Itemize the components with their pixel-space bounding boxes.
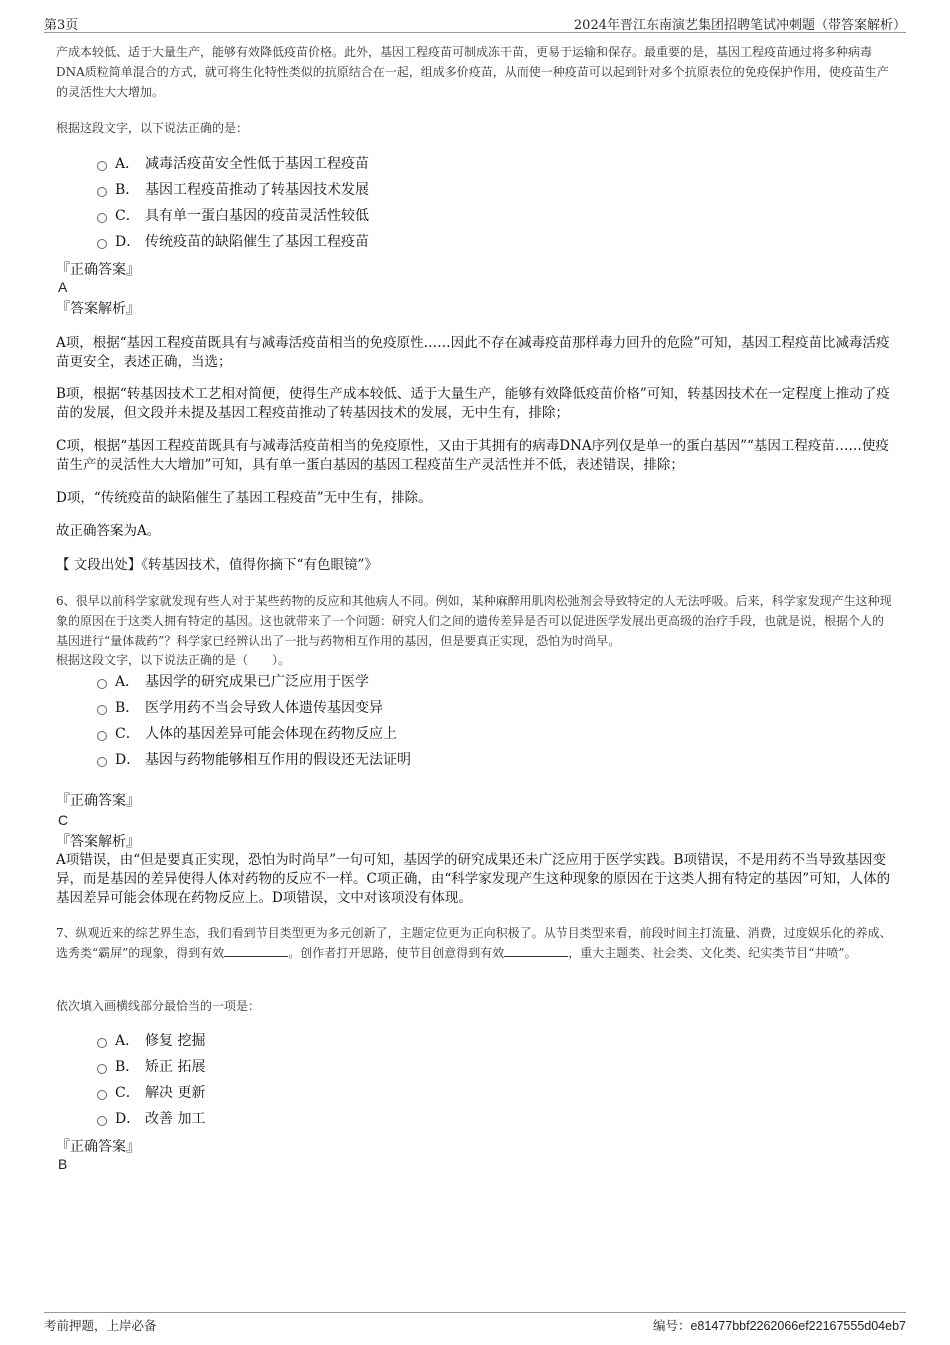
page-number: 第3页 [44,18,79,33]
q6-stem: 6、很早以前科学家就发现有些人对于某些药物的反应和其他病人不同。例如，某种麻醉用肌肉松弛剂会导致特定的人无法呼吸。后来，科学家发现产生这种现象的原因在于这类人拥有特定的基因。这也就带来了一个问题：研究人们之间的遗传差异是否可以促进医学发展出更高级的治疗手段，也就是说，根据个人的基因进行“量体裁药”？科学家已经辨认出了一批与药物相互作用的基因，但是要真正实现，恐怕为时尚早。 [56,594,892,648]
q5-analysis-label: 『答案解析』 [56,301,140,317]
q7-prompt: 依次填入画横线部分最恰当的一项是： [56,999,261,1013]
q6-analysis-label: 『答案解析』 [56,834,140,850]
q7-answer: B [58,1156,68,1172]
q5-passage: 产成本较低、适于大量生产，能够有效降低疫苗价格。此外，基因工程疫苗可制成冻干苗，更易于运输和保存。最重要的是，基因工程疫苗通过将多种病毒DNA质粒简单混合的方式，就可将生化特性类似的抗原结合在一起，组成多价疫苗，从而使一种疫苗可以起到针对多个抗原表位的免疫保护作用，使疫苗生产的灵活性大大增加。 [56,45,889,99]
radio-icon[interactable] [97,705,107,715]
q5-analysis-d: D项，“传统疫苗的缺陷催生了基因工程疫苗”无中生有，排除。 [56,490,432,506]
q6-analysis: A项错误，由“但是要真正实现，恐怕为时尚早”一句可知，基因学的研究成果还未广泛应用于医学实践。B项错误，不是用药不当导致基因变异，而是基因的差异使得人体对药物的反应不一样。C项正确，由“科学家发现产生这种现象的原因在于这类人拥有特定的基因”可知，人体的基因差异可能会体现在药物反应上。D项错误，文中对该项没有体现。 [56,852,891,906]
q7-stem: 7、纵观近来的综艺界生态，我们看到节目类型更为多元创新了，主题定位更为正向积极了。从节目类型来看，前段时间主打流量、消费，过度娱乐化的养成、选秀类“霸屏”的现象，得到有效 。创作者打开思路，使节目创意得到有效 ，重大主题类、社会类、文化类、纪实类节目“井喷”。 [56,926,892,960]
q6-answer-label: 『正确答案』 [56,793,140,809]
radio-icon[interactable] [97,187,107,197]
q7-option-c[interactable]: C． 解决 更新 [97,1083,205,1103]
q6-option-d[interactable]: D． 基因与药物能够相互作用的假设还无法证明 [97,750,411,770]
radio-icon[interactable] [97,1090,107,1100]
q7-option-a[interactable]: A． 修复 挖掘 [97,1031,205,1051]
q7-answer-label: 『正确答案』 [56,1139,140,1155]
q5-analysis-b: B项，根据“转基因技术工艺相对简便，使得生产成本较低、适于大量生产，能够有效降低疫苗价格”可知，转基因技术在一定程度上推动了疫苗的发展，但文段并未提及基因工程疫苗推动了转基因技术的发展，无中生有，排除； [56,386,890,421]
radio-icon[interactable] [97,1064,107,1074]
radio-icon[interactable] [97,213,107,223]
q7-option-b[interactable]: B． 矫正 拓展 [97,1057,205,1077]
q5-conclusion: 故正确答案为A。 [56,523,161,539]
fill-blank-1[interactable] [224,944,288,957]
q5-option-d[interactable]: D． 传统疫苗的缺陷催生了基因工程疫苗 [97,232,369,252]
q5-option-c[interactable]: C． 具有单一蛋白基因的疫苗灵活性较低 [97,206,369,226]
q5-answer-label: 『正确答案』 [56,262,140,278]
document-code: 编号：e81477bbf2262066ef22167555d04eb7 [652,1318,906,1333]
q6-option-a[interactable]: A． 基因学的研究成果已广泛应用于医学 [97,672,369,692]
radio-icon[interactable] [97,731,107,741]
page-header [44,14,906,33]
page-footer [44,1312,906,1333]
q5-analysis-a: A项，根据“基因工程疫苗既具有与减毒活疫苗相当的免疫原性……因此不存在减毒疫苗那样毒力回升的危险”可知，基因工程疫苗比减毒活疫苗更安全，表述正确，当选； [56,335,890,370]
q5-option-a[interactable]: A． 减毒活疫苗安全性低于基因工程疫苗 [97,154,369,174]
q5-option-b[interactable]: B． 基因工程疫苗推动了转基因技术发展 [97,180,369,200]
q6-answer: C [58,812,69,828]
q6-option-c[interactable]: C． 人体的基因差异可能会体现在药物反应上 [97,724,397,744]
radio-icon[interactable] [97,1116,107,1126]
q6-option-b[interactable]: B． 医学用药不当会导致人体遗传基因变异 [97,698,383,718]
q7-option-d[interactable]: D． 改善 加工 [97,1109,205,1129]
radio-icon[interactable] [97,1038,107,1048]
q5-answer: A [58,279,68,295]
q5-prompt: 根据这段文字，以下说法正确的是： [56,121,249,135]
footer-slogan: 考前押题，上岸必备 [44,1318,157,1333]
document-title: 2024年晋江东南演艺集团招聘笔试冲刺题（带答案解析） [573,18,906,33]
radio-icon[interactable] [97,161,107,171]
q5-source: 【 文段出处】《转基因技术，值得你摘下“有色眼镜”》 [56,557,378,573]
radio-icon[interactable] [97,757,107,767]
radio-icon[interactable] [97,239,107,249]
radio-icon[interactable] [97,679,107,689]
fill-blank-2[interactable] [504,944,568,957]
q6-prompt: 根据这段文字，以下说法正确的是（ ）。 [56,653,291,667]
q5-analysis-c: C项，根据“基因工程疫苗既具有与减毒活疫苗相当的免疫原性，又由于其拥有的病毒DNA序列仅是单一的蛋白基因”“基因工程疫苗……使疫苗生产的灵活性大大增加”可知，具有单一蛋白基因的基因工程疫苗生产灵活性并不低，表述错误，排除； [56,438,889,473]
